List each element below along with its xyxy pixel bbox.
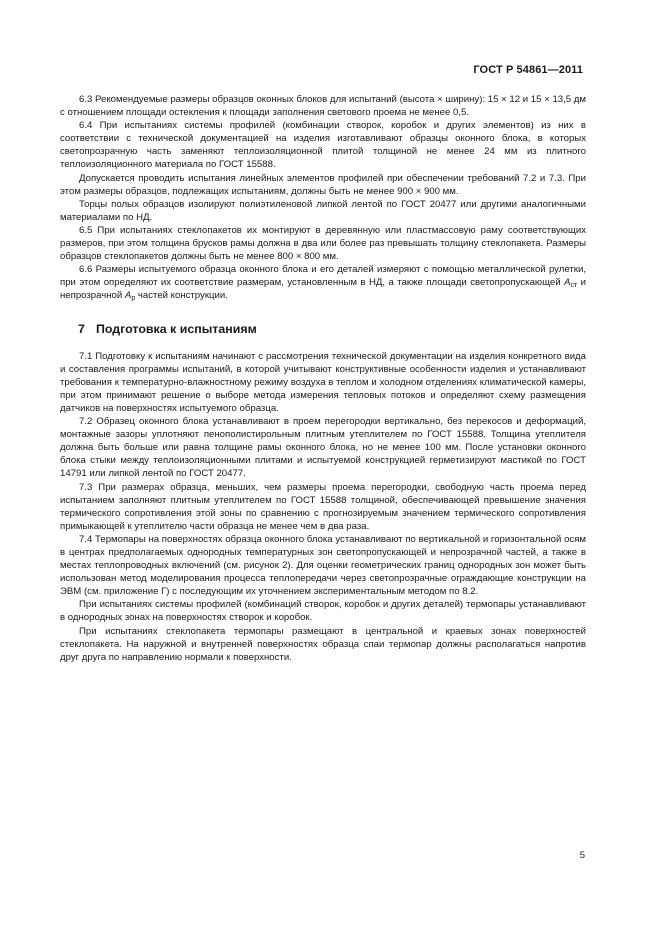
- paragraph-6-6: 6.6 Размеры испытуемого образца оконного блока и его деталей измеряют с помощью металлической рулетки, при этом определяют их соответствие размерам, установленным в НД, а также площади светопропускающей $A_{ст}$ и непрозрачной $A_р$ частей конструкции.: [60, 264, 587, 303]
- paragraph-6-3: 6.3 Рекомендуемые размеры образцов оконных блоков для испытаний (высота × ширину): 15 × 12 и 15 × 13,5 дм с отношением площади остекления к площади заполнения светового проема не менее 0,5.: [60, 94, 586, 119]
- paragraph-7-2: 7.2 Образец оконного блока устанавливают в проем перегородки вертикально, без перекосов и деформаций, монтажные зазоры уплотняют пенополистирольным плитным утеплителем по ГОСТ 15588. Толщина утеплителя должна быть больше или равна толщине рамы оконного блока, но не менее 100 мм. После установки оконного блока стыки между теплоизоляционными плитами и испытуемой конструкцией герметизируют мастикой по ГОСТ 14791 или липкой лентой по ГОСТ 20477.: [60, 416, 586, 480]
- section-heading: [60, 323, 586, 336]
- page-number: 5: [579, 850, 585, 861]
- paragraph-6-4: 6.4 При испытаниях системы профилей (комбинации створок, коробок и других элементов) из них в соответствии с технической документацией на изделия изготавливают образцы оконного блока, в которых светопрозрачную часть заменяют теплоизоляционной плитой толщиной не менее 24 мм из плитного теплоизоляционного материала по ГОСТ 15588.: [60, 120, 586, 171]
- paragraph-6-5: 6.5 При испытаниях стеклопакетов их монтируют в деревянную или пластмассовую раму соответствующих размеров, при этом толщина брусков рамы должна в два или более раз превышать толщину стеклопакета. Размеры образцов стеклопакетов должны быть не менее 800 × 800 мм.: [60, 224, 586, 263]
- section-number: 7: [78, 321, 85, 336]
- standard-header: ГОСТ Р 54861—2011: [473, 64, 583, 76]
- paragraph-7-4-profiles: При испытаниях системы профилей (комбинаций створок, коробок и других деталей) термопары устанавливают в однородных зонах на поверхностях створок и коробок.: [60, 599, 586, 624]
- document-body: [60, 93, 586, 664]
- section-title: Подготовка к испытаниям: [96, 321, 257, 336]
- paragraph-7-1: 7.1 Подготовку к испытаниям начинают с рассмотрения технической документации на изделия конкретного вида и составления программы испытаний, в которой учитывают конструктивные особенности изделия и устанавливают требования к температурно-влажностному режиму воздуха в теплом и холодном отделениях климатической камеры, при этом принимают решение о выборе метода измерения тепловых потоков и определяют схему размещения датчиков на поверхностях испытуемого образца.: [60, 350, 586, 414]
- area-symbol-opaque: A: [124, 290, 132, 302]
- paragraph-6-4-ends: Торцы полых образцов изолируют полиэтиленовой липкой лентой по ГОСТ 20477 или другими аналогичными материалами по НД.: [60, 198, 586, 223]
- paragraph-7-4: 7.4 Термопары на поверхностях образца оконного блока устанавливают по вертикальной и горизонтальной осям в центрах предполагаемых однородных температурных зон светопропускающей и непрозрачной частей, а также в местах теплопроводных включений (см. рисунок 2). Для оценки геометрических границ однородных зон может быть использован метод моделирования процесса теплопередачи через светопрозрачные ограждающие конструкции на ЭВМ (см. приложение Г) с последующим их уточнением экспериментальным методом по 8.2.: [60, 533, 586, 598]
- paragraph-7-3: 7.3 При размерах образца, меньших, чем размеры проема перегородки, свободную часть проема перед испытанием заполняют плитным утеплителем по ГОСТ 15588 толщиной, обеспечивающей превышение значения термического сопротивления этой зоны по сравнению с прогнозируемым значением термического сопротивления примыкающей к утеплителю части образца не менее чем в два раза.: [60, 481, 586, 532]
- paragraph-7-4-glazing: При испытаниях стеклопакета термопары размещают в центральной и краевых зонах поверхностей стеклопакета. На наружной и внутренней поверхностях образца спаи термопар должны располагаться напротив друг друга по направлению нормали к поверхности.: [60, 625, 586, 663]
- area-symbol-translucent: A: [564, 277, 571, 289]
- paragraph-6-4-note: Допускается проводить испытания линейных элементов профилей при обеспечении требований 7.2 и 7.3. При этом размеры образцов, подлежащих испытаниям, должны быть не менее 900 × 900 мм.: [60, 172, 586, 197]
